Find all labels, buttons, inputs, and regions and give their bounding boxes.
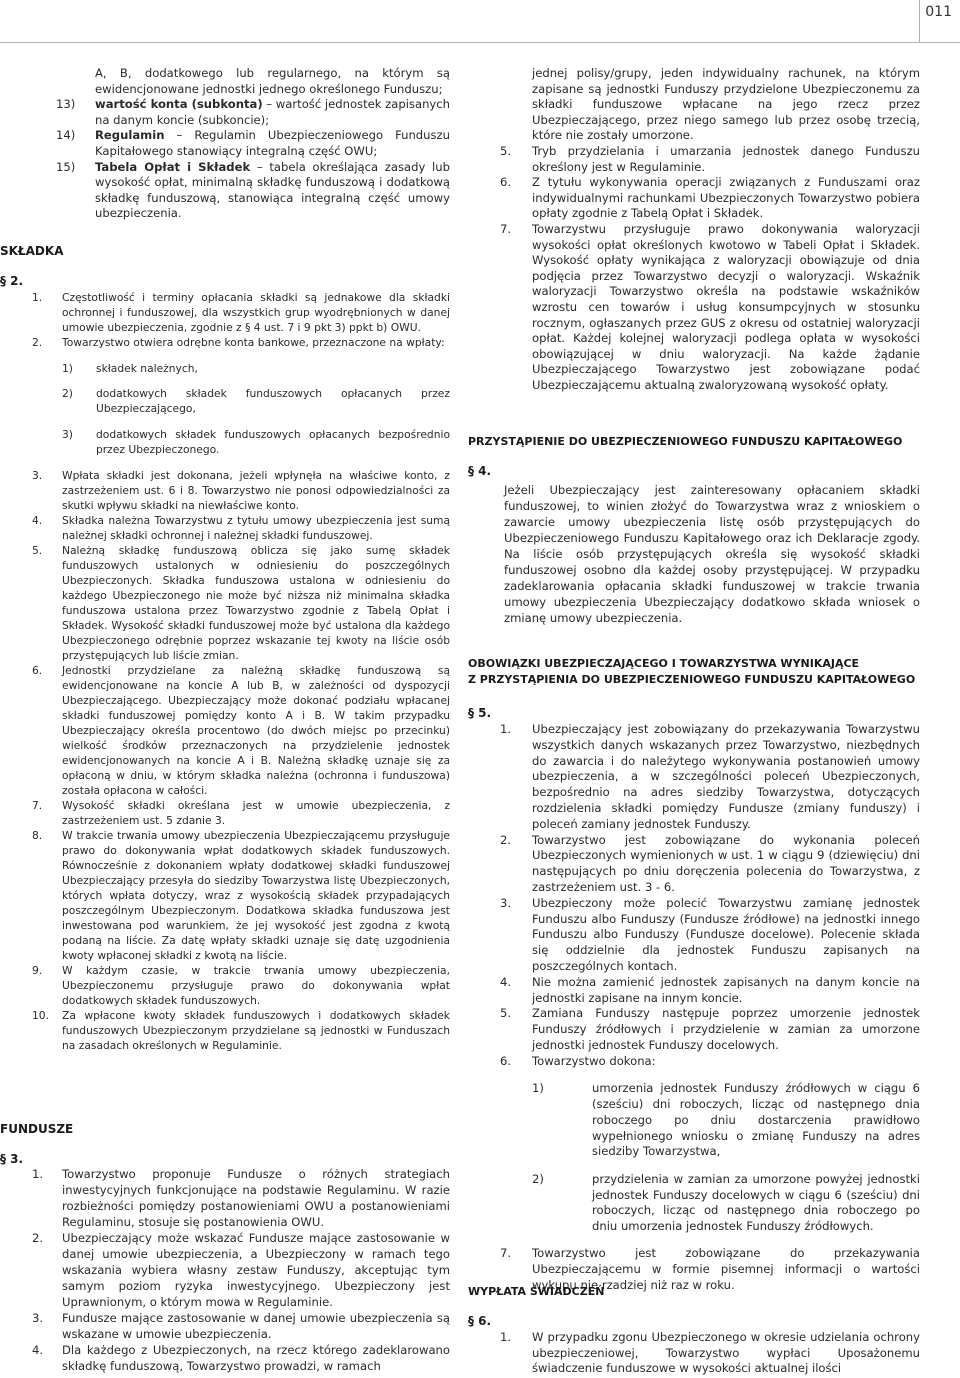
s2-item-1: 1. Częstotliwość i terminy opłacania składki są jednakowe dla składki ochronnej i funduszowej, dla wszystkich grup wyodrębnionych w danej umowie ubezpieczenia, zgodnie z § 4 ust. 7 i 9 pkt 3) ppkt b) OWU. — [32, 291, 450, 334]
s4-text: Jeżeli Ubezpieczający jest zainteresowany opłacaniem składki funduszowej, to winien złożyć do Towarzystwa wraz z wnioskiem o zawarcie umowy ubezpieczenia listę osób przystępujących do Ubezpieczeniowego Funduszu Kapitałowego oraz ich Deklaracje zgody. Na liście osób przystępujących określa się wysokość składki funduszowej osobno dla każdej osoby przystępującej. W przypadku zadeklarowania opłacania składki funduszowej w trakcie trwania umowy ubezpieczenia Ubezpieczający dodatkowo składa wniosek o zmianę umowy ubezpieczenia. — [504, 483, 920, 625]
s2-subitem-1: 1) składek należnych, — [62, 361, 198, 375]
s6-item-1: 1. W przypadku zgonu Ubezpieczonego w okresie udzielania ochrony ubezpieczeniowej, Towarzystwo wypłaci Uposażonemu świadczenie funduszowe w wysokości aktualnej ilości — [500, 1330, 920, 1376]
s2-subitem-2: 2) dodatkowych składek funduszowych opłacanych przez Ubezpieczającego, — [62, 387, 450, 416]
definitions-block — [30, 66, 450, 222]
section-2-body — [30, 290, 450, 1053]
side-label-skladka: SKŁADKA — [0, 244, 64, 258]
s5-item-3: 3. Ubezpieczony może polecić Towarzystwu zamianę jednostek Funduszu albo Funduszy (Fundusze źródłowe) na jednostki innego Funduszu albo Funduszy (Fundusze docelowe). Polecenie składa się oddzielnie dla jednostek Funduszu zapisanych na poszczególnych kontach. — [500, 895, 920, 973]
s2-item-6: 6. Jednostki przydzielane za należną składkę funduszową są ewidencjonowane na koncie A lub B, w zależności od dyspozycji Ubezpieczającego. Ubezpieczający może dokonać podziału wpłacanej składki funduszowej pomiędzy konto A i B. W takim przypadku Ubezpieczający określa procentowo (do dwóch miejsc po przecinku) wielkość środków przeznaczonych na przydzielenie jednostek ewidencjonowanych na koncie A i B. Należną składkę uznaje się za opłaconą w dniu, w którym składka należna (ochronna i funduszowa) została opłacona w całości. — [32, 663, 450, 797]
section-3-body — [30, 1166, 450, 1374]
s2-item-5: 5. Należną składkę funduszową oblicza się jako sumę składek funduszowych ustalonych w odniesieniu do poszczególnych Ubezpieczonych. Składka funduszowa ustalona w odniesieniu do każdego Ubezpieczonego nie może być niższa niż minimalna składka funduszowa ustalona przez Towarzystwo zgodnie z Tabelą Opłat i Składek. Wysokość składki funduszowej może być ustalona dla każdego Ubezpieczonego odrębnie poprzez wskazanie tej kwoty na liście osób przystępujących lub liście zmian. — [32, 543, 450, 662]
page-number: 011 — [925, 4, 952, 20]
s3-item-3: 3. Fundusze mające zastosowanie w danej umowie ubezpieczenia są wskazane w umowie ubezpieczenia. — [32, 1311, 450, 1341]
s2-item-7: 7. Wysokość składki określana jest w umowie ubezpieczenia, z zastrzeżeniem ust. 5 zdanie 3. — [32, 798, 450, 827]
s5-subitem-2: 2) przydzielenia w zamian za umorzone powyżej jednostki jednostek Funduszy docelowych w ciągu 6 (sześciu) dni roboczych, licząc od następnego dnia roboczego po dniu umorzenia jednostek Funduszy źródłowych. — [532, 1171, 920, 1234]
page-number-box — [919, 0, 960, 42]
heading-section-5-line1: OBOWIĄZKI UBEZPIECZAJĄCEGO I TOWARZYSTWA WYNIKAJĄCE — [468, 657, 860, 670]
section-5-body — [466, 722, 920, 1294]
section-number-4: § 4. — [468, 464, 492, 478]
s5-item-1: 1. Ubezpieczający jest zobowiązany do przekazywania Towarzystwu wszystkich danych wskazanych przez Towarzystwo, niezbędnych do zawarcia i do należytego wykonywania postanowień umowy ubezpieczenia, a w szczególności poleceń Ubezpieczonych, bezpośrednio na adres siedziby Towarzystwa, dotyczących rozdzielenia składki pomiędzy Fundusze (zmiany funduszy) i poleceń zamiany jednostek Funduszy. — [500, 722, 920, 831]
section-number-5: § 5. — [468, 706, 492, 720]
heading-section-4: PRZYSTĄPIENIE DO UBEZPIECZENIOWEGO FUNDUSZU KAPITAŁOWEGO — [468, 435, 903, 448]
s5-item-6: 6. Towarzystwo dokona: — [500, 1053, 656, 1068]
s5-item-2: 2. Towarzystwo jest zobowiązane do wykonania poleceń Ubezpieczonych wymienionych w ust. 1 w ciągu 9 (dziewięciu) dni następujących po dniu doręczenia polecenia do Towarzystwa, z zastrzeżeniem ust. 3 - 6. — [500, 832, 920, 894]
s5-item-5: 5. Zamiana Funduszy następuje poprzez umorzenie jednostek Funduszy źródłowych i przydzielenie w zamian za umorzone jednostki jednostek Funduszy docelowych. — [500, 1006, 920, 1052]
s2-item-8: 8. W trakcie trwania umowy ubezpieczenia Ubezpieczającemu przysługuje prawo do dokonywania wpłat dodatkowych składek funduszowych. Równocześnie z dokonaniem wpłaty dodatkowej składki funduszowej Ubezpieczający przesyła do siedziby Towarzystwa listę Ubezpieczonych, których wpłata dotyczy, wraz z wysokością składek przypadających poszczególnym Ubezpieczonym. Dodatkowa składka funduszowa jest inwestowana pod warunkiem, że jej wysokość jest zgodna z kwotą podaną na liście. Za datę wpłaty składki uznaje się datę uzgodnienia kwoty wpłaconej składki z kwotą na liście. — [32, 828, 450, 962]
side-label-fundusze: FUNDUSZE — [0, 1122, 74, 1136]
s5-subitem-1: 1) umorzenia jednostek Funduszy źródłowych w ciągu 6 (sześciu) dni roboczych, licząc od następnego dnia roboczego po dniu dostarczenia prawidłowo wypełnionego wniosku o zmianę Funduszy na adres siedziby Towarzystwa, — [532, 1081, 920, 1159]
s2-item-4: 4. Składka należna Towarzystwu z tytułu umowy ubezpieczenia jest sumą należnej składki ochronnej i należnej składki funduszowej. — [32, 513, 450, 542]
section-number-3: § 3. — [0, 1152, 24, 1166]
s2-item-10: 10. Za wpłacone kwoty składek funduszowych i dodatkowych składek funduszowych Ubezpieczonym przydzielane są jednostki w Funduszach na zasadach określonych w Regulaminie. — [32, 1008, 450, 1052]
definition-14: 14) Regulamin – Regulamin Ubezpieczeniowego Funduszu Kapitałowego stanowiący integralną część OWU; — [56, 128, 450, 158]
definition-13: 13) wartość konta (subkonta) – wartość jednostek zapisanych na danym koncie (subkoncie); — [56, 97, 451, 127]
s3-item-5: 5. Tryb przydzielania i umarzania jednostek danego Funduszu określony jest w Regulaminie. — [500, 143, 920, 174]
section-3-continued — [466, 66, 920, 393]
s5-item-4: 4. Nie można zamienić jednostek zapisanych na danym koncie na jednostki zapisane na innym koncie. — [500, 974, 920, 1005]
heading-section-5-line2: Z PRZYSTĄPIENIA DO UBEZPIECZENIOWEGO FUNDUSZU KAPITAŁOWEGO — [468, 673, 916, 686]
s3-item-2: 2. Ubezpieczający może wskazać Fundusze mające zastosowanie w danej umowie ubezpieczenia, a Ubezpieczony w ramach tego wskazania wybiera własny zestaw Funduszy, akceptując tym samym poziom ryzyka inwestycyjnego. Ubezpieczony jest Uprawnionym, o którym mowa w Regulaminie. — [32, 1231, 450, 1309]
section-6-body — [466, 1330, 920, 1377]
s2-item-2: 2. Towarzystwo otwiera odrębne konta bankowe, przeznaczone na wpłaty: — [32, 336, 445, 349]
heading-section-6: WYPŁATA ŚWIADCZEŃ — [468, 1285, 605, 1298]
s3-item-7: 7. Towarzystwu przysługuje prawo dokonywania waloryzacji wysokości opłat określonych kwotowo w Tabeli Opłat i Składek. Wysokość opłaty wynikająca z waloryzacji obowiązuje od dnia podjęcia przez Towarzystwo decyzji o waloryzacji. Wskaźnik waloryzacji Towarzystwo określa na podstawie wskaźników wzrostu cen towarów i usług konsumpcyjnych w stosunku rocznym, ogłaszanych przez GUS z okresu od ostatniej waloryzacji opłat. Każdej kolejnej waloryzacji podlega opłata w wysokości obowiązującej w dniu waloryzacji. Na każde żądanie Ubezpieczającego Towarzystwo jest zobowiązane podać Ubezpieczającemu aktualną zwaloryzowaną wysokość opłaty. — [500, 221, 920, 392]
section-number-2: § 2. — [0, 274, 24, 288]
s2-item-9: 9. W każdym czasie, w trakcie trwania umowy ubezpieczenia, Ubezpieczonemu przysługuje prawo do dokonywania wpłat dodatkowych składek funduszowych. — [32, 963, 450, 1007]
s3-item-6: 6. Z tytułu wykonywania operacji związanych z Funduszami oraz indywidualnymi rachunkami Ubezpieczonych Towarzystwo pobiera opłaty zgodnie z Tabelą Opłat i Składek. — [500, 175, 920, 221]
definition-15: 15) Tabela Opłat i Składek – tabela określająca zasady lub wysokość opłat, minimalną składkę funduszową i dodatkową składkę funduszową, stanowiąca integralną część umowy ubezpieczenia. — [56, 159, 450, 221]
definition-continuation: A, B, dodatkowego lub regularnego, na którym są ewidencjonowane jednostki jednego określonego Funduszu; — [95, 66, 450, 96]
s3-item-4-continuation: jednej polisy/grupy, jeden indywidualny rachunek, na którym zapisane są jednostki Funduszy przydzielone Ubezpieczonemu za składki funduszowe wpłacane na jego rzecz przez Ubezpieczającego, przez niego samego lub przez osobę trzecią, które nie zostały umorzone. — [532, 66, 920, 143]
s2-subitem-3: 3) dodatkowych składek funduszowych opłacanych bezpośrednio przez Ubezpieczonego. — [62, 428, 450, 457]
s3-item-1: 1. Towarzystwo proponuje Fundusze o różnych strategiach inwestycyjnych funkcjonujące na podstawie Regulaminu. W razie rozbieżności pomiędzy postanowieniami OWU a postanowieniami Regulaminu, stosuje się postanowienia OWU. — [32, 1167, 450, 1229]
s5-item-7: 7. Towarzystwo jest zobowiązane do przekazywania Ubezpieczającemu w formie pisemnej informacji o wartości wykupu nie rzadziej niż raz w roku. — [500, 1246, 920, 1293]
section-number-6: § 6. — [468, 1314, 492, 1328]
section-4-body — [466, 482, 920, 626]
header-rule — [0, 42, 960, 43]
s2-item-3: 3. Wpłata składki jest dokonana, jeżeli wpłynęła na właściwe konto, z zastrzeżeniem ust. 6 i 8. Towarzystwo nie ponosi odpowiedzialności za skutki wpływu składki na niewłaściwe konto. — [32, 468, 450, 512]
s3-item-4: 4. Dla każdego z Ubezpieczonych, na rzecz którego zadeklarowano składkę funduszową, Towarzystwo prowadzi, w ramach — [32, 1343, 450, 1373]
